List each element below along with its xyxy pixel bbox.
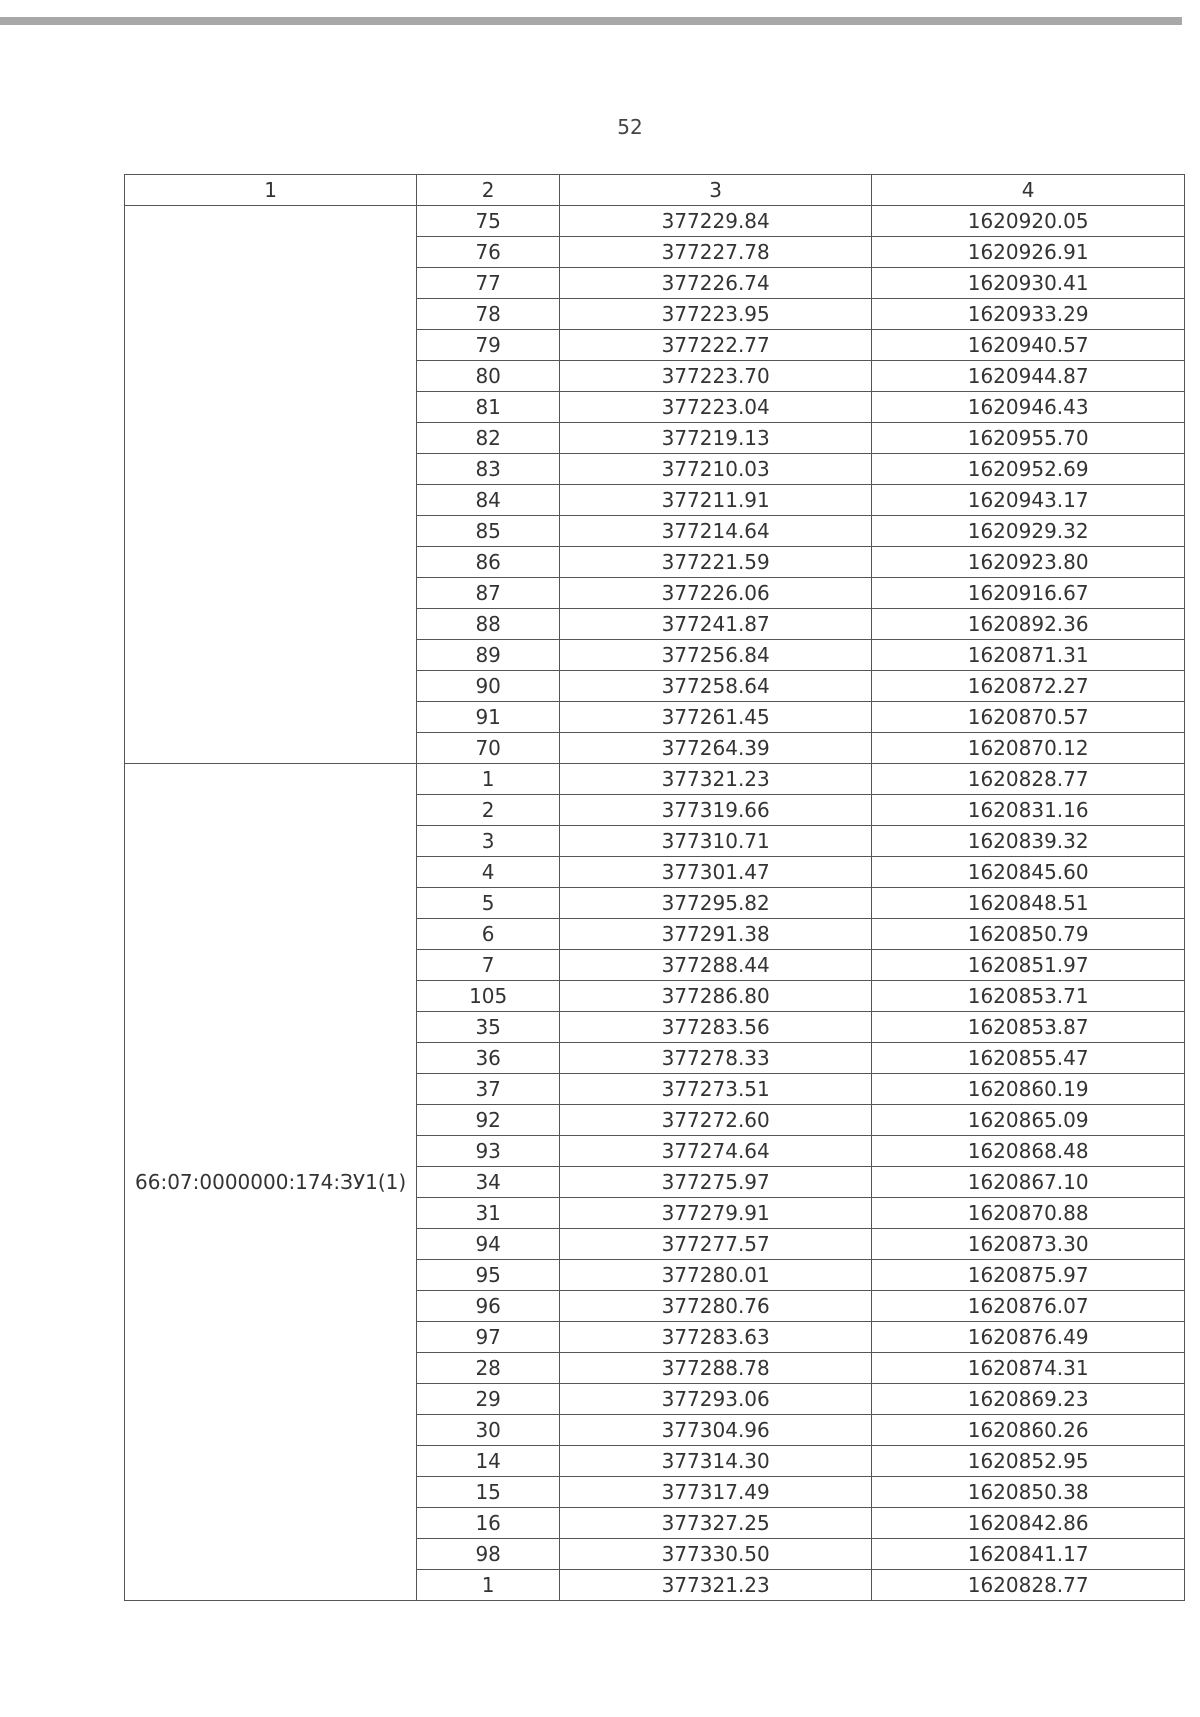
x-coordinate-cell: 377226.74 <box>560 268 872 299</box>
y-coordinate-cell: 1620876.07 <box>872 1291 1185 1322</box>
y-coordinate-cell: 1620865.09 <box>872 1105 1185 1136</box>
y-coordinate-cell: 1620943.17 <box>872 485 1185 516</box>
y-coordinate-cell: 1620916.67 <box>872 578 1185 609</box>
parcel-label-cell: 66:07:0000000:174:ЗУ1(1) <box>125 764 417 1601</box>
x-coordinate-cell: 377211.91 <box>560 485 872 516</box>
x-coordinate-cell: 377291.38 <box>560 919 872 950</box>
x-coordinate-cell: 377274.64 <box>560 1136 872 1167</box>
y-coordinate-cell: 1620955.70 <box>872 423 1185 454</box>
y-coordinate-cell: 1620853.71 <box>872 981 1185 1012</box>
point-number-cell: 95 <box>417 1260 560 1291</box>
point-number-cell: 29 <box>417 1384 560 1415</box>
point-number-cell: 81 <box>417 392 560 423</box>
point-number-cell: 35 <box>417 1012 560 1043</box>
y-coordinate-cell: 1620892.36 <box>872 609 1185 640</box>
point-number-cell: 75 <box>417 206 560 237</box>
x-coordinate-cell: 377280.76 <box>560 1291 872 1322</box>
y-coordinate-cell: 1620853.87 <box>872 1012 1185 1043</box>
x-coordinate-cell: 377223.70 <box>560 361 872 392</box>
x-coordinate-cell: 377310.71 <box>560 826 872 857</box>
point-number-cell: 1 <box>417 764 560 795</box>
y-coordinate-cell: 1620875.97 <box>872 1260 1185 1291</box>
point-number-cell: 6 <box>417 919 560 950</box>
point-number-cell: 77 <box>417 268 560 299</box>
y-coordinate-cell: 1620867.10 <box>872 1167 1185 1198</box>
x-coordinate-cell: 377293.06 <box>560 1384 872 1415</box>
y-coordinate-cell: 1620940.57 <box>872 330 1185 361</box>
header-col-2: 2 <box>417 175 560 206</box>
point-number-cell: 78 <box>417 299 560 330</box>
page-number: 52 <box>617 115 643 139</box>
y-coordinate-cell: 1620831.16 <box>872 795 1185 826</box>
x-coordinate-cell: 377275.97 <box>560 1167 872 1198</box>
x-coordinate-cell: 377279.91 <box>560 1198 872 1229</box>
point-number-cell: 34 <box>417 1167 560 1198</box>
x-coordinate-cell: 377256.84 <box>560 640 872 671</box>
point-number-cell: 88 <box>417 609 560 640</box>
x-coordinate-cell: 377229.84 <box>560 206 872 237</box>
point-number-cell: 15 <box>417 1477 560 1508</box>
point-number-cell: 31 <box>417 1198 560 1229</box>
y-coordinate-cell: 1620870.57 <box>872 702 1185 733</box>
x-coordinate-cell: 377258.64 <box>560 671 872 702</box>
point-number-cell: 70 <box>417 733 560 764</box>
y-coordinate-cell: 1620855.47 <box>872 1043 1185 1074</box>
x-coordinate-cell: 377321.23 <box>560 1570 872 1601</box>
point-number-cell: 1 <box>417 1570 560 1601</box>
point-number-cell: 86 <box>417 547 560 578</box>
x-coordinate-cell: 377330.50 <box>560 1539 872 1570</box>
coordinates-table <box>124 174 1185 1601</box>
y-coordinate-cell: 1620860.19 <box>872 1074 1185 1105</box>
point-number-cell: 105 <box>417 981 560 1012</box>
point-number-cell: 90 <box>417 671 560 702</box>
point-number-cell: 93 <box>417 1136 560 1167</box>
point-number-cell: 96 <box>417 1291 560 1322</box>
x-coordinate-cell: 377327.25 <box>560 1508 872 1539</box>
x-coordinate-cell: 377283.56 <box>560 1012 872 1043</box>
y-coordinate-cell: 1620873.30 <box>872 1229 1185 1260</box>
y-coordinate-cell: 1620933.29 <box>872 299 1185 330</box>
x-coordinate-cell: 377261.45 <box>560 702 872 733</box>
point-number-cell: 7 <box>417 950 560 981</box>
y-coordinate-cell: 1620845.60 <box>872 857 1185 888</box>
y-coordinate-cell: 1620870.88 <box>872 1198 1185 1229</box>
x-coordinate-cell: 377319.66 <box>560 795 872 826</box>
x-coordinate-cell: 377210.03 <box>560 454 872 485</box>
point-number-cell: 87 <box>417 578 560 609</box>
point-number-cell: 36 <box>417 1043 560 1074</box>
y-coordinate-cell: 1620860.26 <box>872 1415 1185 1446</box>
x-coordinate-cell: 377288.78 <box>560 1353 872 1384</box>
y-coordinate-cell: 1620874.31 <box>872 1353 1185 1384</box>
point-number-cell: 84 <box>417 485 560 516</box>
y-coordinate-cell: 1620850.79 <box>872 919 1185 950</box>
point-number-cell: 83 <box>417 454 560 485</box>
y-coordinate-cell: 1620930.41 <box>872 268 1185 299</box>
y-coordinate-cell: 1620868.48 <box>872 1136 1185 1167</box>
x-coordinate-cell: 377222.77 <box>560 330 872 361</box>
point-number-cell: 2 <box>417 795 560 826</box>
point-number-cell: 28 <box>417 1353 560 1384</box>
y-coordinate-cell: 1620923.80 <box>872 547 1185 578</box>
x-coordinate-cell: 377280.01 <box>560 1260 872 1291</box>
point-number-cell: 37 <box>417 1074 560 1105</box>
x-coordinate-cell: 377272.60 <box>560 1105 872 1136</box>
x-coordinate-cell: 377317.49 <box>560 1477 872 1508</box>
x-coordinate-cell: 377241.87 <box>560 609 872 640</box>
x-coordinate-cell: 377278.33 <box>560 1043 872 1074</box>
y-coordinate-cell: 1620870.12 <box>872 733 1185 764</box>
y-coordinate-cell: 1620929.32 <box>872 516 1185 547</box>
x-coordinate-cell: 377214.64 <box>560 516 872 547</box>
top-scan-rule <box>0 17 1182 25</box>
point-number-cell: 98 <box>417 1539 560 1570</box>
point-number-cell: 97 <box>417 1322 560 1353</box>
point-number-cell: 91 <box>417 702 560 733</box>
y-coordinate-cell: 1620926.91 <box>872 237 1185 268</box>
header-col-3: 3 <box>560 175 872 206</box>
x-coordinate-cell: 377288.44 <box>560 950 872 981</box>
point-number-cell: 82 <box>417 423 560 454</box>
y-coordinate-cell: 1620944.87 <box>872 361 1185 392</box>
y-coordinate-cell: 1620828.77 <box>872 1570 1185 1601</box>
point-number-cell: 80 <box>417 361 560 392</box>
x-coordinate-cell: 377283.63 <box>560 1322 872 1353</box>
x-coordinate-cell: 377223.95 <box>560 299 872 330</box>
point-number-cell: 14 <box>417 1446 560 1477</box>
y-coordinate-cell: 1620946.43 <box>872 392 1185 423</box>
parcel-label-cell <box>125 206 417 764</box>
x-coordinate-cell: 377219.13 <box>560 423 872 454</box>
point-number-cell: 85 <box>417 516 560 547</box>
point-number-cell: 3 <box>417 826 560 857</box>
y-coordinate-cell: 1620839.32 <box>872 826 1185 857</box>
x-coordinate-cell: 377304.96 <box>560 1415 872 1446</box>
y-coordinate-cell: 1620871.31 <box>872 640 1185 671</box>
y-coordinate-cell: 1620848.51 <box>872 888 1185 919</box>
point-number-cell: 79 <box>417 330 560 361</box>
x-coordinate-cell: 377321.23 <box>560 764 872 795</box>
point-number-cell: 16 <box>417 1508 560 1539</box>
x-coordinate-cell: 377273.51 <box>560 1074 872 1105</box>
x-coordinate-cell: 377286.80 <box>560 981 872 1012</box>
point-number-cell: 30 <box>417 1415 560 1446</box>
x-coordinate-cell: 377221.59 <box>560 547 872 578</box>
x-coordinate-cell: 377227.78 <box>560 237 872 268</box>
point-number-cell: 5 <box>417 888 560 919</box>
point-number-cell: 94 <box>417 1229 560 1260</box>
x-coordinate-cell: 377314.30 <box>560 1446 872 1477</box>
y-coordinate-cell: 1620851.97 <box>872 950 1185 981</box>
y-coordinate-cell: 1620952.69 <box>872 454 1185 485</box>
y-coordinate-cell: 1620841.17 <box>872 1539 1185 1570</box>
y-coordinate-cell: 1620852.95 <box>872 1446 1185 1477</box>
table-row <box>125 764 1185 795</box>
y-coordinate-cell: 1620876.49 <box>872 1322 1185 1353</box>
y-coordinate-cell: 1620869.23 <box>872 1384 1185 1415</box>
x-coordinate-cell: 377264.39 <box>560 733 872 764</box>
x-coordinate-cell: 377295.82 <box>560 888 872 919</box>
header-col-1: 1 <box>125 175 417 206</box>
point-number-cell: 76 <box>417 237 560 268</box>
point-number-cell: 89 <box>417 640 560 671</box>
y-coordinate-cell: 1620920.05 <box>872 206 1185 237</box>
y-coordinate-cell: 1620872.27 <box>872 671 1185 702</box>
point-number-cell: 4 <box>417 857 560 888</box>
point-number-cell: 92 <box>417 1105 560 1136</box>
header-col-4: 4 <box>872 175 1185 206</box>
y-coordinate-cell: 1620828.77 <box>872 764 1185 795</box>
x-coordinate-cell: 377223.04 <box>560 392 872 423</box>
x-coordinate-cell: 377226.06 <box>560 578 872 609</box>
x-coordinate-cell: 377277.57 <box>560 1229 872 1260</box>
table-body <box>125 206 1185 1601</box>
y-coordinate-cell: 1620842.86 <box>872 1508 1185 1539</box>
table-row <box>125 206 1185 237</box>
x-coordinate-cell: 377301.47 <box>560 857 872 888</box>
y-coordinate-cell: 1620850.38 <box>872 1477 1185 1508</box>
table-header-row <box>125 175 1185 206</box>
